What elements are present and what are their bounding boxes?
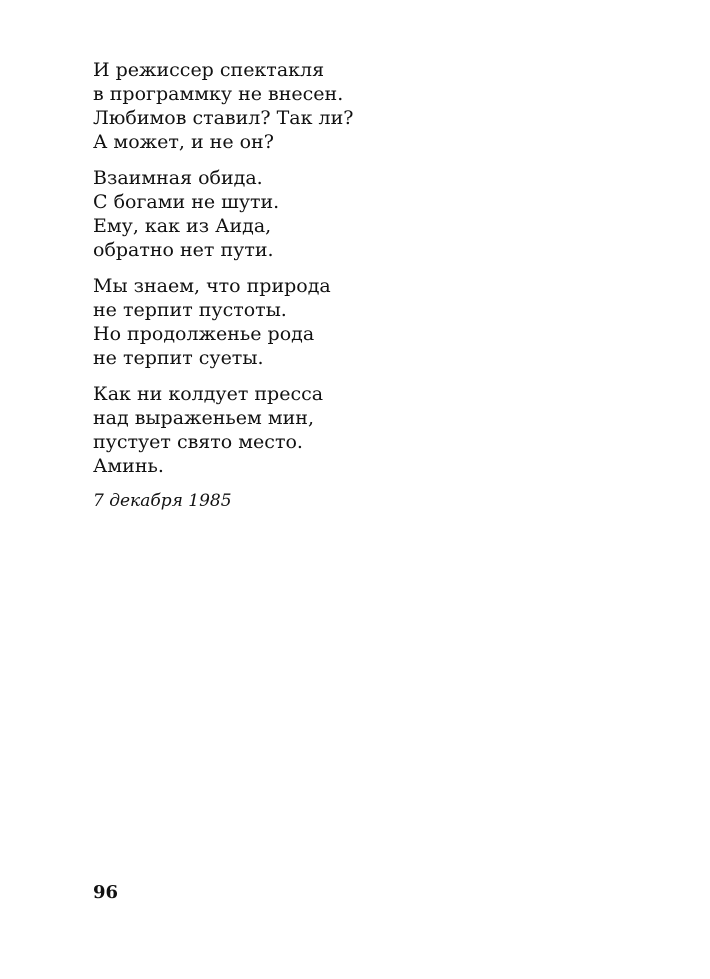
stanza-1 bbox=[93, 58, 653, 154]
poem-line: не терпит пустоты. bbox=[93, 299, 287, 321]
poem-line: в программку не внесен. bbox=[93, 83, 344, 105]
poem-line: С богами не шути. bbox=[93, 191, 280, 213]
poem-line: пустует свято место. bbox=[93, 431, 303, 453]
poem-line: над выраженьем мин, bbox=[93, 407, 314, 429]
poem-line: обратно нет пути. bbox=[93, 239, 274, 261]
poem-line: Но продолженье рода bbox=[93, 323, 315, 345]
page-number: 96 bbox=[93, 882, 119, 903]
stanza-2 bbox=[93, 166, 653, 262]
poem-line: Ему, как из Аида, bbox=[93, 215, 272, 237]
poem-line: Любимов ставил? Так ли? bbox=[93, 107, 354, 129]
poem-line: А может, и не он? bbox=[93, 131, 274, 153]
poem-line: Как ни колдует пресса bbox=[93, 383, 324, 405]
poem-date: 7 декабря 1985 bbox=[93, 491, 232, 511]
poem-line: И режиссер спектакля bbox=[93, 59, 325, 81]
poem-line: Аминь. bbox=[93, 455, 164, 477]
stanza-3 bbox=[93, 274, 653, 370]
poem-line: Мы знаем, что природа bbox=[93, 275, 331, 297]
poem-line: Взаимная обида. bbox=[93, 167, 263, 189]
poem-line: не терпит суеты. bbox=[93, 347, 264, 369]
poem bbox=[93, 58, 653, 512]
stanza-4 bbox=[93, 382, 653, 478]
